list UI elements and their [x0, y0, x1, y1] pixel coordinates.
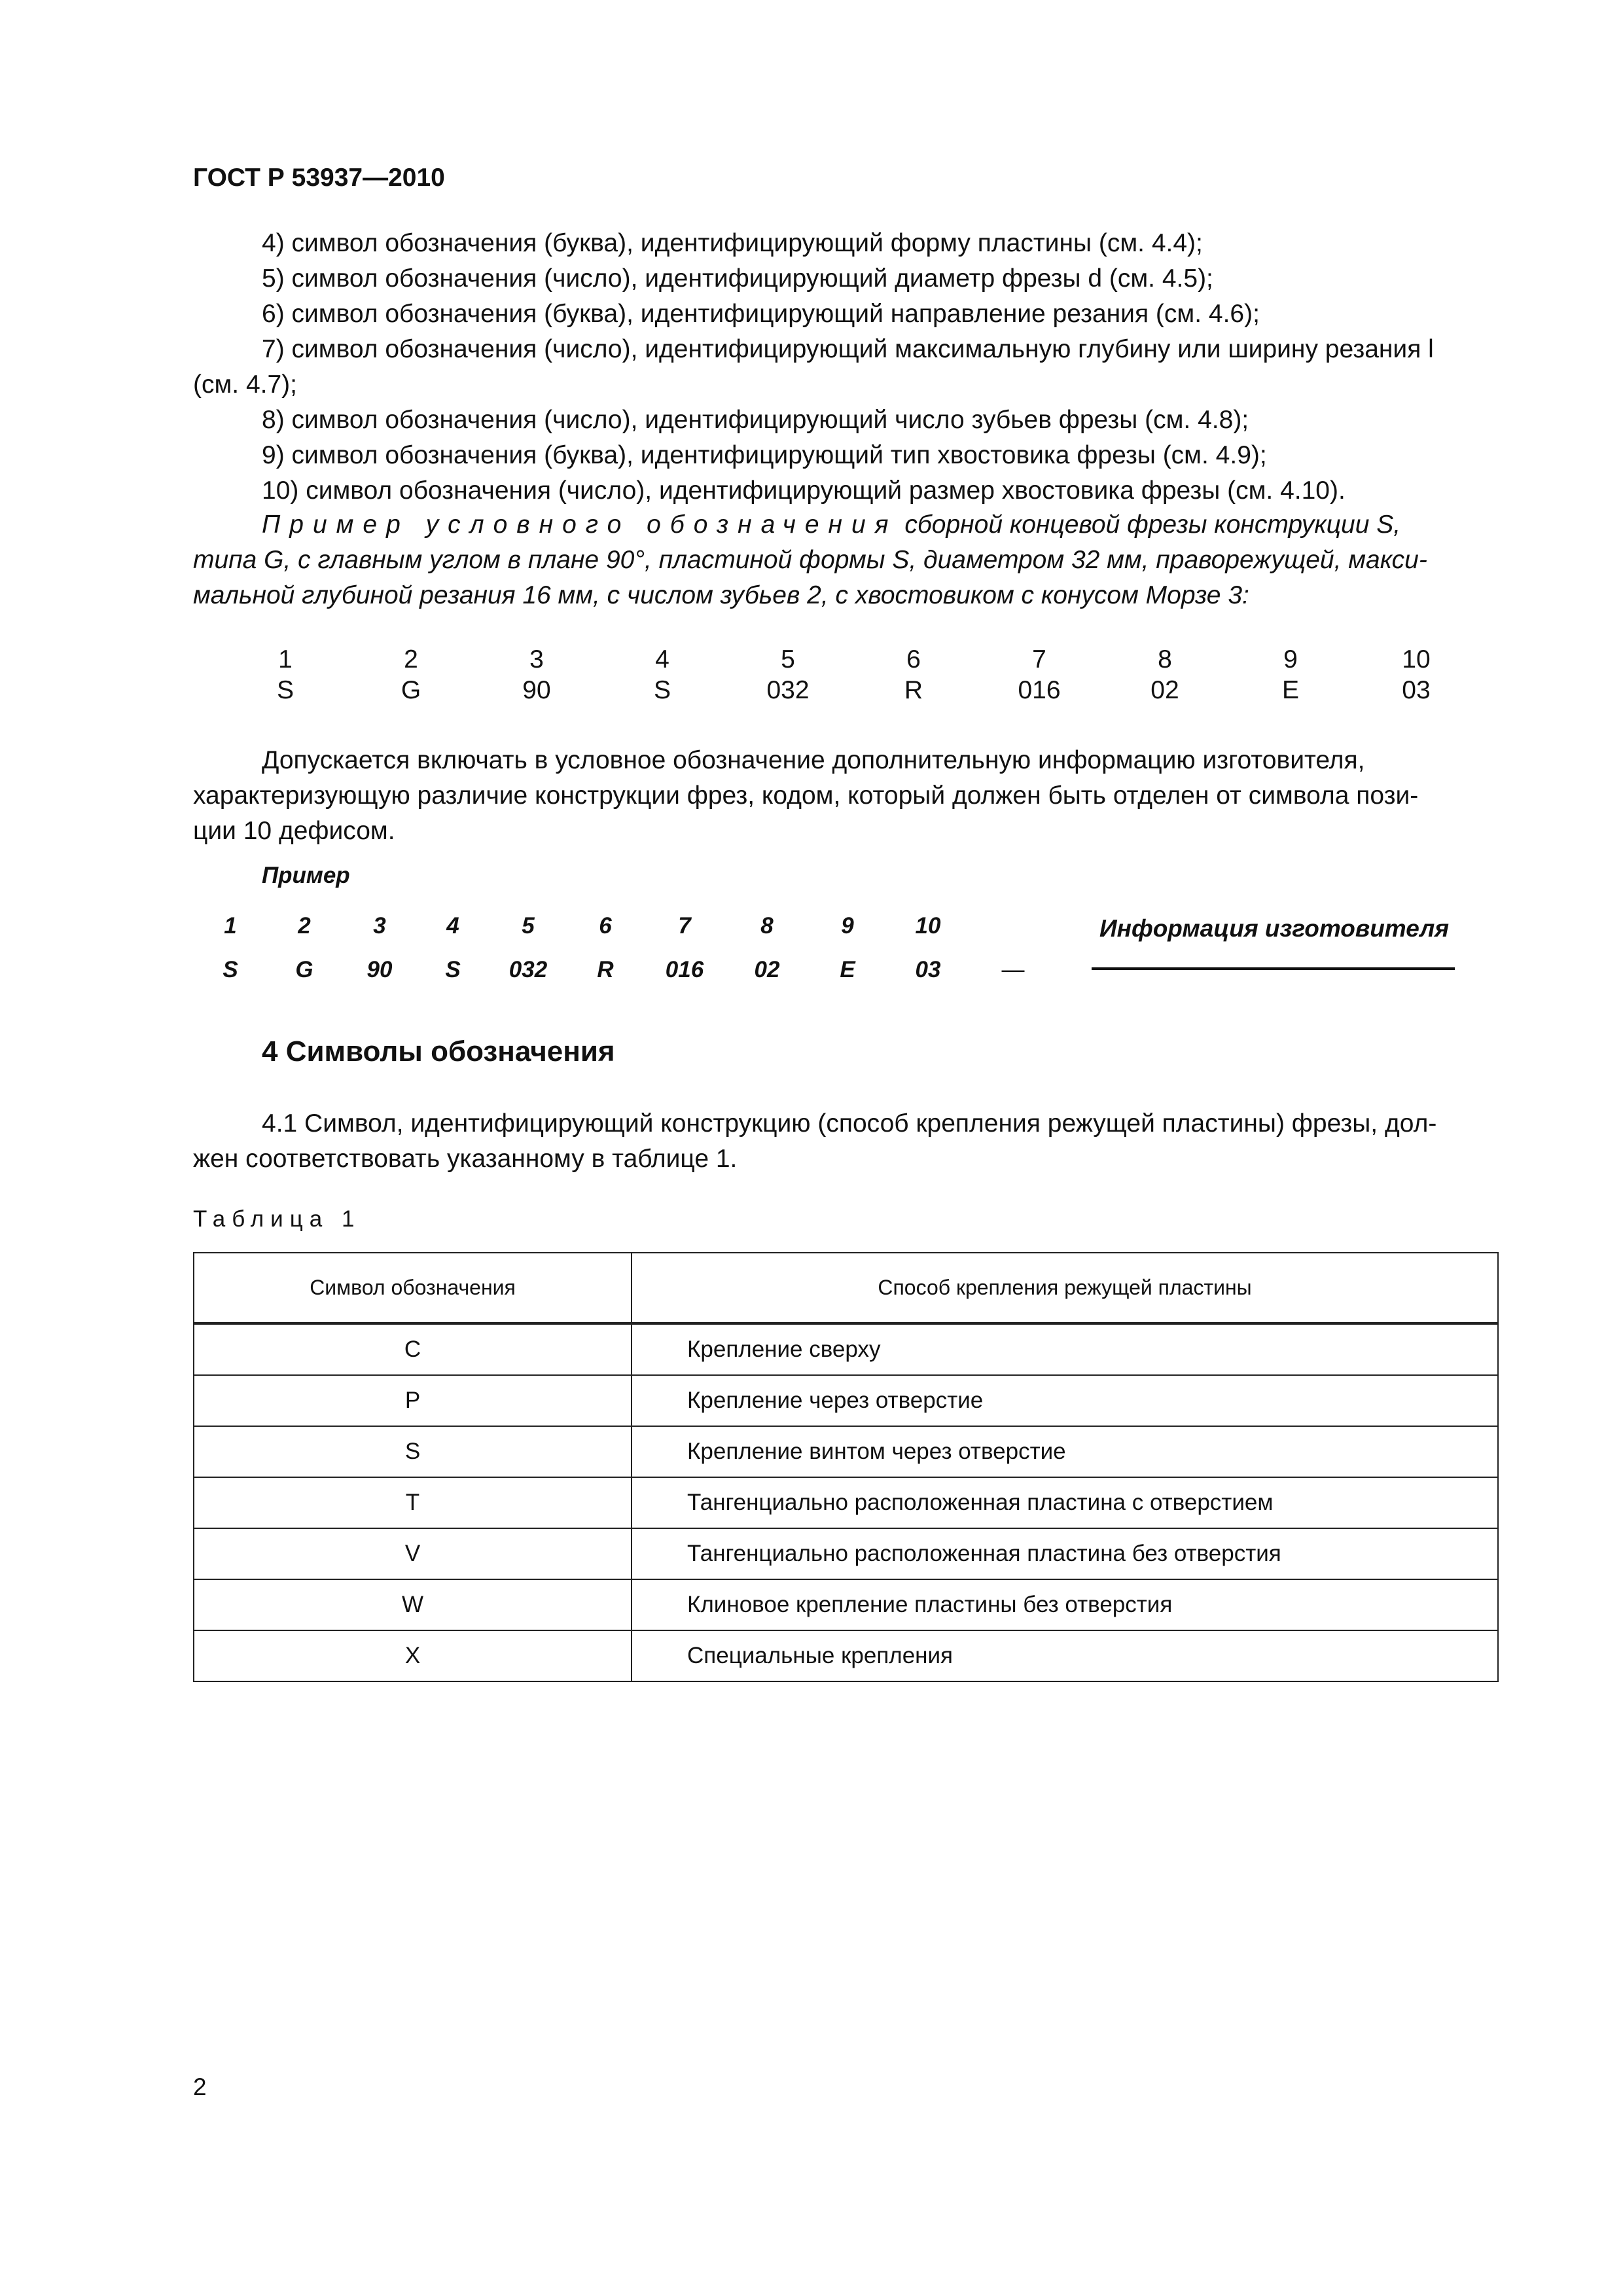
symbol-cell: 02: [1150, 676, 1179, 704]
list-item: 7) символ обозначения (число), идентифицирующий максимальную глубину или ширину резания l: [262, 335, 1434, 363]
example2-symbol: 03: [915, 957, 941, 982]
example2-symbols: [0, 957, 1623, 990]
example-paragraph: [193, 507, 1499, 613]
position-cell: 9: [1283, 645, 1298, 673]
example-line3: мальной глубиной резания 16 мм, с числом зубьев 2, с хвостовиком с конусом Морзе 3:: [193, 581, 1249, 609]
example2-symbol: G: [295, 957, 313, 982]
table-header-symbol: Символ обозначения: [194, 1253, 632, 1323]
example2-symbol: 02: [754, 957, 780, 982]
table-cell-symbol: S: [194, 1426, 632, 1477]
manufacturer-info-label: Информация изготовителя: [1099, 915, 1450, 942]
symbol-cell: G: [401, 676, 421, 704]
table-cell-method: Тангенциально расположенная пластина с отверстием: [632, 1477, 1498, 1528]
example2-label: Пример: [262, 863, 350, 888]
table-cell-symbol: X: [194, 1630, 632, 1681]
manufacturer-info-underline: [1092, 967, 1455, 970]
position-cell: 8: [1158, 645, 1172, 673]
example-line1: сборной концевой фрезы конструкции S,: [897, 511, 1401, 539]
designation-positions: [223, 645, 1479, 675]
table-cell-method: Тангенциально расположенная пластина без отверстия: [632, 1528, 1498, 1579]
table-cell-symbol: V: [194, 1528, 632, 1579]
example2-symbol: S: [445, 957, 461, 982]
example2-position: 1: [224, 913, 237, 939]
table-label: Таблица 1: [193, 1206, 361, 1232]
symbol-cell: E: [1281, 676, 1299, 704]
example2-position: 5: [522, 913, 535, 939]
note-paragraph: [193, 743, 1499, 849]
example2-position: 10: [915, 913, 941, 939]
table-row: [194, 1323, 1498, 1375]
table-cell-method: Крепление через отверстие: [632, 1375, 1498, 1426]
example2-position: 9: [841, 913, 854, 939]
table-header-method: Способ крепления режущей пластины: [632, 1253, 1498, 1323]
list-item: 6) символ обозначения (буква), идентифицирующий направление резания (см. 4.6);: [262, 300, 1260, 328]
document-header: ГОСТ Р 53937—2010: [193, 164, 445, 192]
note-line3: ции 10 дефисом.: [193, 817, 395, 845]
table-1: [193, 1252, 1499, 1682]
table-cell-symbol: W: [194, 1579, 632, 1630]
example2-symbol: R: [597, 957, 614, 982]
table-row: [194, 1375, 1498, 1426]
clause-4-1: [193, 1106, 1499, 1177]
list-item: 8) символ обозначения (число), идентифицирующий число зубьев фрезы (см. 4.8);: [262, 406, 1249, 434]
example2-position: 6: [599, 913, 612, 939]
symbol-cell: S: [276, 676, 294, 704]
list-item: 4) символ обозначения (буква), идентифицирующий форму пластины (см. 4.4);: [262, 229, 1203, 257]
position-cell: 6: [906, 645, 921, 673]
table-row: [194, 1426, 1498, 1477]
designation-symbols: [223, 675, 1479, 706]
designation-list: [193, 226, 1499, 509]
example2-position: 3: [373, 913, 386, 939]
example2-symbol: E: [840, 957, 855, 982]
list-item-continuation: (см. 4.7);: [193, 370, 298, 399]
position-cell: 5: [781, 645, 795, 673]
table-cell-method: Крепление винтом через отверстие: [632, 1426, 1498, 1477]
example2-position: 8: [760, 913, 774, 939]
note-line2: характеризующую различие конструкции фрез, кодом, который должен быть отделен от символа пози-: [193, 781, 1419, 810]
list-item: 5) символ обозначения (число), идентифицирующий диаметр фрезы d (см. 4.5);: [262, 264, 1213, 293]
note-line1: Допускается включать в условное обозначение дополнительную информацию изготовителя,: [262, 746, 1365, 774]
example2-position: 2: [298, 913, 311, 939]
position-cell: 7: [1032, 645, 1046, 673]
table-header-row: [194, 1253, 1498, 1323]
table-cell-symbol: P: [194, 1375, 632, 1426]
example-lead: Пример условного обозначения: [262, 511, 898, 539]
example2-symbol: S: [223, 957, 238, 982]
list-item: 10) символ обозначения (число), идентифицирующий размер хвостовика фрезы (см. 4.10).: [262, 476, 1346, 505]
position-cell: 10: [1402, 645, 1431, 673]
table-row: [194, 1528, 1498, 1579]
clause-4-1-line1: 4.1 Символ, идентифицирующий конструкцию (способ крепления режущей пластины) фрезы, дол-: [262, 1109, 1437, 1138]
page-number: 2: [193, 2073, 207, 2100]
symbol-cell: 016: [1018, 676, 1061, 704]
example2-symbol: 90: [366, 957, 393, 982]
table-row: [194, 1630, 1498, 1681]
position-cell: 4: [655, 645, 669, 673]
symbol-cell: S: [653, 676, 671, 704]
table-cell-method: Специальные крепления: [632, 1630, 1498, 1681]
symbol-cell: 90: [522, 676, 551, 704]
example2-position: 7: [678, 913, 691, 939]
position-cell: 3: [529, 645, 544, 673]
example2-symbol: 032: [508, 957, 548, 982]
example2-dash: —: [1001, 957, 1025, 982]
table-row: [194, 1579, 1498, 1630]
table-cell-symbol: T: [194, 1477, 632, 1528]
table-cell-method: Крепление сверху: [632, 1323, 1498, 1375]
symbol-cell: 032: [766, 676, 810, 704]
example-line2: типа G, с главным углом в плане 90°, пластиной формы S, диаметром 32 мм, праворежущей, макси-: [193, 546, 1427, 574]
table-row: [194, 1477, 1498, 1528]
position-cell: 2: [404, 645, 418, 673]
list-item: 9) символ обозначения (буква), идентифицирующий тип хвостовика фрезы (см. 4.9);: [262, 441, 1267, 469]
example2-position: 4: [446, 913, 459, 939]
section-title: 4 Символы обозначения: [262, 1035, 615, 1067]
position-cell: 1: [278, 645, 293, 673]
clause-4-1-line2: жен соответствовать указанному в таблице 1.: [193, 1145, 738, 1173]
table-cell-method: Клиновое крепление пластины без отверстия: [632, 1579, 1498, 1630]
table-cell-symbol: C: [194, 1323, 632, 1375]
example2-symbol: 016: [665, 957, 704, 982]
symbol-cell: 03: [1402, 676, 1431, 704]
symbol-cell: R: [904, 676, 923, 704]
